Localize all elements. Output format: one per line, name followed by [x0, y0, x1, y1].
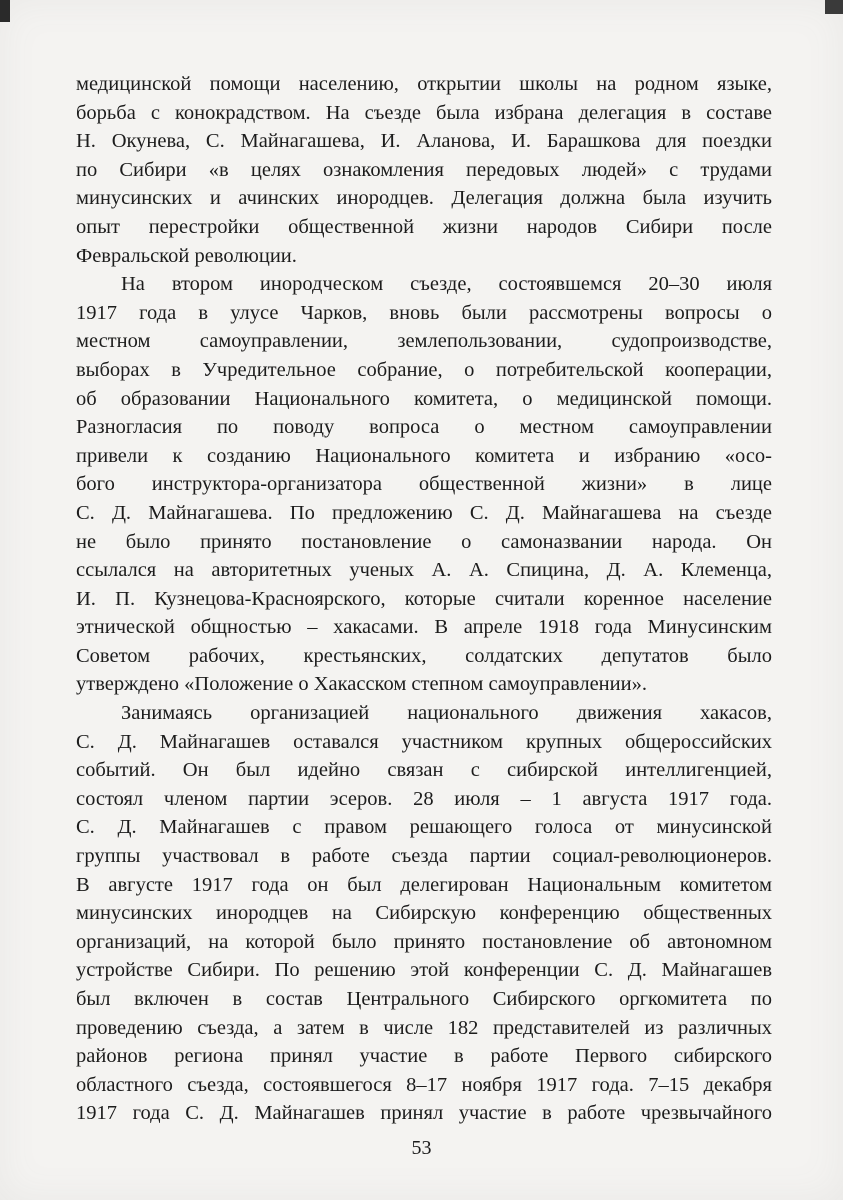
text-line: областного съезда, состоявшегося 8–17 ноября 1917 года. 7–15 декабря [76, 1073, 772, 1096]
page-number: 53 [411, 1137, 432, 1159]
text-line: минусинских и ачинских инородцев. Делегация должна была изучить [76, 187, 772, 210]
text-line: местном самоуправлении, землепользовании, судопроизводстве, [76, 330, 772, 353]
text-line: об образовании Национального комитета, о медицинской помощи. [76, 387, 772, 410]
body-text [76, 70, 772, 1128]
text-line: утверждено «Положение о Хакасском степном самоуправлении». [76, 673, 647, 696]
text-line: привели к созданию Национального комитета и избранию «осо- [76, 444, 772, 467]
text-line: состоял членом партии эсеров. 28 июля – 1 августа 1917 года. [76, 787, 772, 810]
text-line: проведению съезда, а затем в числе 182 представителей из различных [76, 1016, 772, 1039]
text-line: районов региона принял участие в работе Первого сибирского [76, 1045, 772, 1068]
text-line: бого инструктора-организатора общественной жизни» в лице [76, 473, 772, 496]
text-line: организаций, на которой было принято постановление об автономном [76, 930, 772, 953]
text-line: 1917 года в улусе Чарков, вновь были рассмотрены вопросы о [76, 301, 772, 324]
text-line: устройстве Сибири. По решению этой конференции С. Д. Майнагашев [76, 959, 772, 982]
scan-edge-shadow [0, 0, 10, 22]
scan-edge-shadow [825, 0, 843, 14]
text-line: этнической общностью – хакасами. В апреле 1918 года Минусинским [76, 616, 772, 639]
text-line: опыт перестройки общественной жизни народов Сибири после [76, 215, 772, 238]
text-line: Н. Окунева, С. Майнагашева, И. Аланова, И. Барашкова для поездки [76, 130, 772, 153]
text-line: группы участвовал в работе съезда партии социал-революционеров. [76, 845, 772, 868]
text-line: С. Д. Майнагашев оставался участником крупных общероссийских [76, 730, 772, 753]
text-line: 1917 года С. Д. Майнагашев принял участие в работе чрезвычайного [76, 1102, 772, 1125]
text-line: выборах в Учредительное собрание, о потребительской кооперации, [76, 358, 772, 381]
text-line: На втором инородческом съезде, состоявшемся 20–30 июля [121, 273, 772, 296]
paragraph [76, 70, 772, 270]
text-line: И. П. Кузнецова-Красноярского, которые считали коренное население [76, 587, 772, 610]
paragraph [76, 699, 772, 1128]
text-line: С. Д. Майнагашева. По предложению С. Д. Майнагашева на съезде [76, 501, 772, 524]
text-line: ссылался на авторитетных ученых А. А. Спицина, Д. А. Клеменца, [76, 559, 772, 582]
text-line: В августе 1917 года он был делегирован Национальным комитетом [76, 873, 772, 896]
text-line: Разногласия по поводу вопроса о местном самоуправлении [76, 416, 772, 439]
text-line: Занимаясь организацией национального движения хакасов, [121, 702, 772, 725]
paragraph [76, 270, 772, 699]
text-line: медицинской помощи населению, открытии школы на родном языке, [76, 73, 772, 95]
text-line: Февральской революции. [76, 244, 297, 267]
text-line: минусинских инородцев на Сибирскую конференцию общественных [76, 902, 772, 925]
text-line: Советом рабочих, крестьянских, солдатских депутатов было [76, 644, 772, 667]
text-line: событий. Он был идейно связан с сибирской интеллигенцией, [76, 759, 772, 782]
text-line: по Сибири «в целях ознакомления передовых людей» с трудами [76, 158, 772, 181]
text-line: борьба с конокрадством. На съезде была избрана делегация в составе [76, 101, 772, 124]
text-line: не было принято постановление о самоназвании народа. Он [76, 530, 772, 553]
text-line: был включен в состав Центрального Сибирского оргкомитета по [76, 988, 772, 1010]
text-line: С. Д. Майнагашев с правом решающего голоса от минусинской [76, 816, 772, 839]
